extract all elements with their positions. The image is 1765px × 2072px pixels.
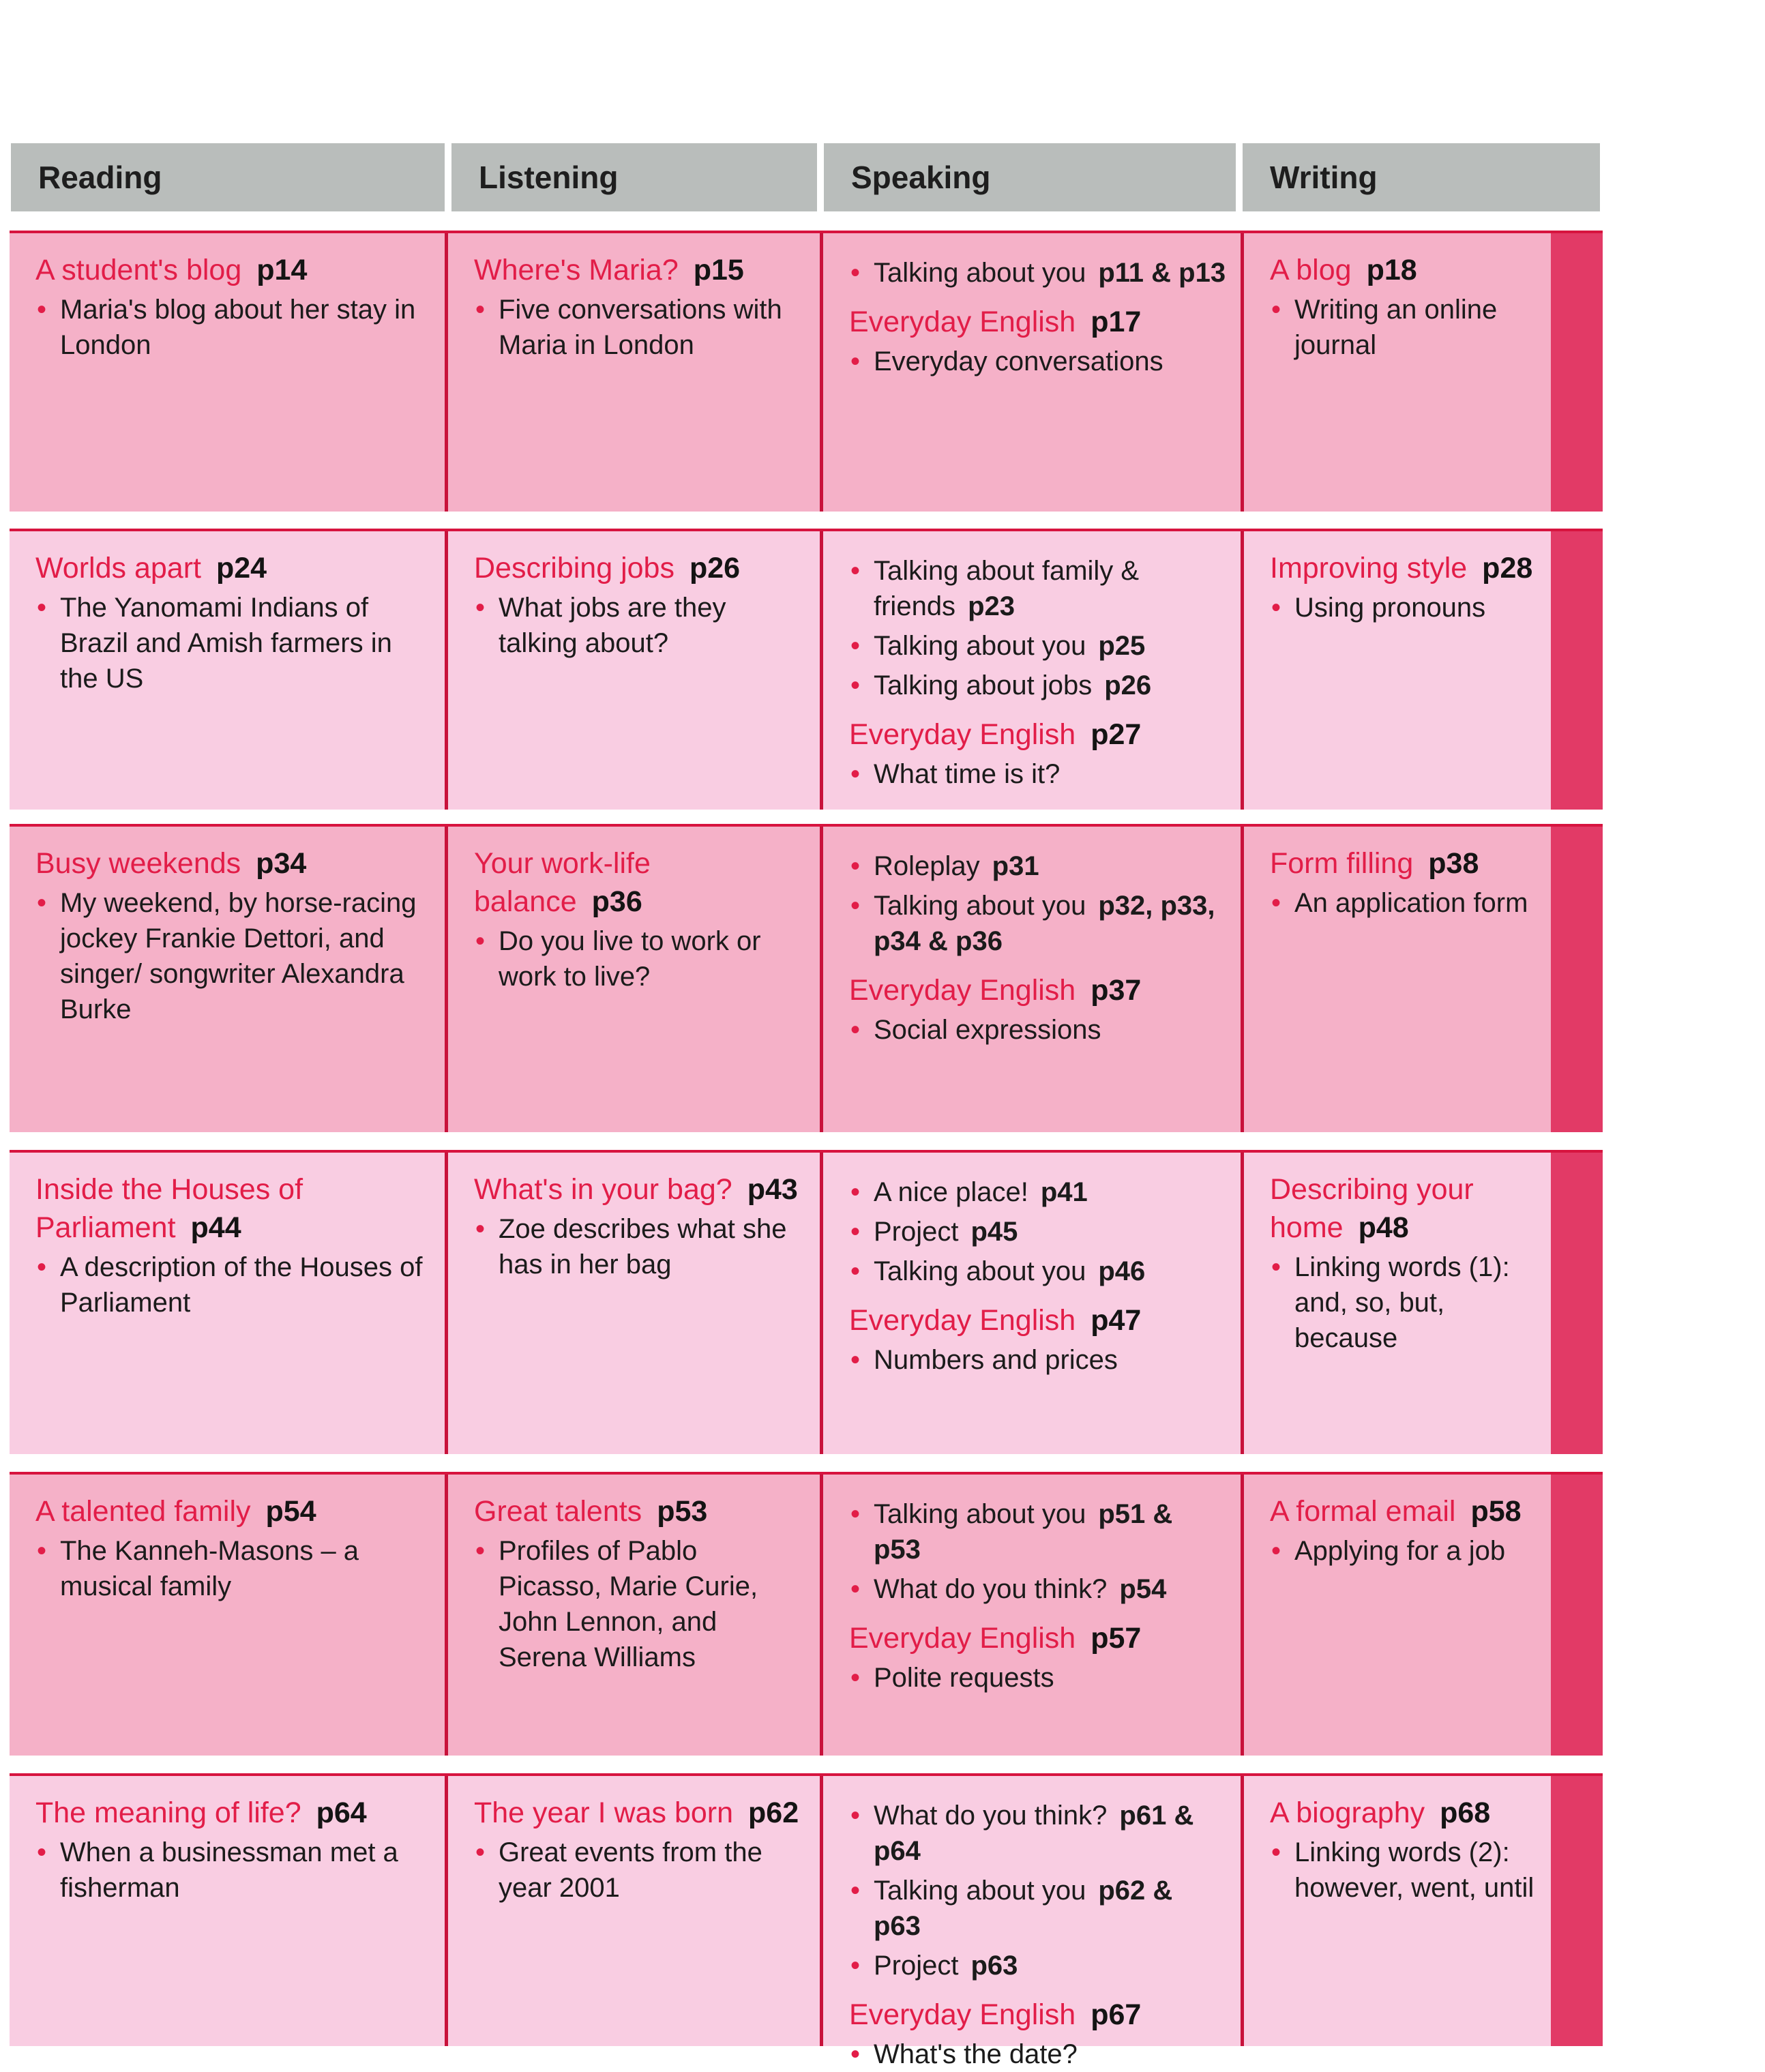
- page-ref: p24: [216, 552, 267, 584]
- everyday-english-title: [849, 1619, 1227, 1657]
- listening-title: [474, 844, 806, 921]
- listening-cell: [448, 1475, 820, 1756]
- reading-cell: [10, 531, 445, 810]
- writing-item: • Applying for a job: [1270, 1533, 1537, 1569]
- listening-cell: [448, 531, 820, 810]
- everyday-english-item: • Everyday conversations: [849, 344, 1227, 379]
- reading-title: [35, 844, 431, 883]
- reading-title: [35, 251, 431, 289]
- page-ref: p14: [256, 254, 308, 286]
- everyday-english-label: Everyday English: [849, 718, 1076, 751]
- writing-title-text: Improving style: [1270, 552, 1468, 584]
- listening-cell: [448, 827, 820, 1132]
- writing-cell: [1244, 1153, 1551, 1454]
- listening-item: • Five conversations with Maria in London: [474, 292, 806, 363]
- listening-title-text: Your work-life balance: [474, 847, 651, 918]
- listening-cell: [448, 233, 820, 512]
- unit-color-stripe: [1551, 1776, 1603, 2046]
- everyday-english-title: [849, 971, 1227, 1009]
- reading-item: • The Kanneh-Masons – a musical family: [35, 1533, 431, 1604]
- page-ref: p46: [1098, 1256, 1146, 1286]
- speaking-item-text: Talking about family & friends: [874, 556, 1140, 621]
- unit-row-4: [10, 1150, 1603, 1454]
- page-ref: p23: [968, 591, 1015, 621]
- page-ref: p63: [970, 1951, 1018, 1981]
- page-ref: p37: [1091, 974, 1142, 1007]
- speaking-item: [849, 628, 1227, 664]
- speaking-cell: [823, 233, 1241, 512]
- page-ref: p62: [748, 1796, 799, 1829]
- listening-title: [474, 251, 806, 289]
- speaking-cell: [823, 1153, 1241, 1454]
- speaking-cell: [823, 1776, 1241, 2069]
- writing-cell: [1244, 531, 1551, 810]
- speaking-item: [849, 1214, 1227, 1249]
- listening-title-text: What's in your bag?: [474, 1173, 732, 1206]
- speaking-item-text: Talking about you: [874, 1256, 1086, 1286]
- speaking-cell: [823, 1475, 1241, 1756]
- unit-color-stripe: [1551, 233, 1603, 512]
- writing-cell: [1244, 1475, 1551, 1756]
- unit-color-stripe: [1551, 827, 1603, 1132]
- page-ref: p53: [657, 1495, 708, 1528]
- listening-cell: [448, 1153, 820, 1454]
- unit-row-6: [10, 1773, 1603, 2069]
- page-ref: p41: [1040, 1177, 1088, 1207]
- listening-title: [474, 549, 806, 587]
- page-ref: p26: [1104, 670, 1152, 700]
- page-ref: p38: [1428, 847, 1479, 880]
- listening-item: • What jobs are they talking about?: [474, 590, 806, 661]
- page-ref: p28: [1482, 552, 1533, 584]
- everyday-english-item: • Social expressions: [849, 1012, 1227, 1048]
- everyday-english-title: [849, 715, 1227, 754]
- writing-cell: [1244, 233, 1551, 512]
- speaking-item-text: Roleplay: [874, 851, 980, 881]
- speaking-item-text: Talking about you: [874, 1876, 1086, 1906]
- listening-title-text: Great talents: [474, 1495, 642, 1528]
- writing-title: [1270, 1492, 1537, 1530]
- writing-item: • Using pronouns: [1270, 590, 1537, 625]
- speaking-item: [849, 553, 1227, 624]
- page-ref: p68: [1440, 1796, 1491, 1829]
- everyday-english-title: [849, 1996, 1227, 2034]
- speaking-item-text: Talking about you: [874, 1499, 1086, 1529]
- page-ref: p34: [256, 847, 307, 880]
- reading-title-text: Inside the Houses of Parliament: [35, 1173, 303, 1244]
- header-listening: Listening: [451, 143, 817, 211]
- page-ref: p11 & p13: [1098, 258, 1226, 288]
- page-ref: p44: [190, 1211, 241, 1244]
- speaking-item: [849, 888, 1227, 959]
- everyday-english-label: Everyday English: [849, 974, 1076, 1007]
- everyday-english-title: [849, 303, 1227, 341]
- speaking-item-text: Talking about you: [874, 631, 1086, 661]
- everyday-english-item: • What time is it?: [849, 756, 1227, 792]
- reading-cell: [10, 1153, 445, 1454]
- writing-title-text: A formal email: [1270, 1495, 1456, 1528]
- writing-title-text: Form filling: [1270, 847, 1414, 880]
- page-ref: p26: [689, 552, 741, 584]
- everyday-english-label: Everyday English: [849, 1304, 1076, 1337]
- speaking-item: [849, 668, 1227, 703]
- unit-color-stripe: [1551, 531, 1603, 810]
- everyday-english-item: • What's the date?: [849, 2037, 1227, 2072]
- speaking-item: [849, 848, 1227, 884]
- speaking-cell: [823, 827, 1241, 1132]
- writing-title: [1270, 844, 1537, 883]
- speaking-item: [849, 1798, 1227, 1869]
- header-writing: Writing: [1243, 143, 1600, 211]
- page-ref: p64: [316, 1796, 367, 1829]
- everyday-english-label: Everyday English: [849, 1622, 1076, 1655]
- page-ref: p43: [747, 1173, 798, 1206]
- unit-row-3: [10, 824, 1603, 1132]
- page-ref: p47: [1091, 1304, 1142, 1337]
- page-ref: p67: [1091, 1998, 1142, 2031]
- speaking-item: [849, 1254, 1227, 1289]
- everyday-english-item: • Polite requests: [849, 1660, 1227, 1696]
- writing-title-text: Describing your home: [1270, 1173, 1474, 1244]
- page-ref: p54: [265, 1495, 316, 1528]
- writing-item: • An application form: [1270, 885, 1537, 921]
- speaking-item-text: Talking about you: [874, 891, 1086, 921]
- writing-title: [1270, 549, 1537, 587]
- unit-row-5: [10, 1472, 1603, 1756]
- page-ref: p25: [1098, 631, 1146, 661]
- reading-title-text: A student's blog: [35, 254, 242, 286]
- speaking-item-text: Talking about you: [874, 258, 1086, 288]
- speaking-item-text: Project: [874, 1951, 959, 1981]
- page-ref: p51 & p53: [874, 1499, 1173, 1565]
- page-ref: p61 & p64: [874, 1801, 1194, 1866]
- speaking-item: [849, 1174, 1227, 1210]
- page-ref: p18: [1366, 254, 1417, 286]
- page-ref: p57: [1091, 1622, 1142, 1655]
- writing-item: • Writing an online journal: [1270, 292, 1537, 363]
- speaking-item-text: A nice place!: [874, 1177, 1028, 1207]
- reading-cell: [10, 1776, 445, 2046]
- column-header-row: [11, 143, 1590, 211]
- listening-title: [474, 1170, 806, 1209]
- reading-item: • Maria's blog about her stay in London: [35, 292, 431, 363]
- page-ref: p32, p33, p34 & p36: [874, 891, 1215, 956]
- header-reading: Reading: [11, 143, 445, 211]
- page-ref: p54: [1119, 1574, 1167, 1604]
- unit-color-stripe: [1551, 1153, 1603, 1454]
- speaking-item-text: Project: [874, 1217, 959, 1247]
- unit-color-stripe: [1551, 1475, 1603, 1756]
- reading-title-text: Busy weekends: [35, 847, 241, 880]
- writing-title: [1270, 1794, 1537, 1832]
- reading-item: • My weekend, by horse-racing jockey Frankie Dettori, and singer/ songwriter Alexandra Burke: [35, 885, 431, 1027]
- speaking-item: [849, 255, 1227, 291]
- page-ref: p36: [591, 885, 642, 918]
- page-ref: p27: [1091, 718, 1142, 751]
- reading-item: • The Yanomami Indians of Brazil and Amish farmers in the US: [35, 590, 431, 696]
- everyday-english-label: Everyday English: [849, 1998, 1076, 2031]
- page-ref: p62 & p63: [874, 1876, 1173, 1941]
- writing-item: • Linking words (1): and, so, but, because: [1270, 1249, 1537, 1356]
- reading-title: [35, 1794, 431, 1832]
- page-ref: p45: [970, 1217, 1018, 1247]
- speaking-item: [849, 1496, 1227, 1567]
- writing-cell: [1244, 827, 1551, 1132]
- listening-item: • Great events from the year 2001: [474, 1835, 806, 1906]
- speaking-item-text: What do you think?: [874, 1574, 1108, 1604]
- page-ref: p31: [992, 851, 1039, 881]
- writing-title-text: A biography: [1270, 1796, 1425, 1829]
- reading-title: [35, 1170, 431, 1247]
- page-ref: p15: [693, 254, 744, 286]
- listening-item: • Profiles of Pablo Picasso, Marie Curie, John Lennon, and Serena Williams: [474, 1533, 806, 1675]
- reading-title: [35, 1492, 431, 1530]
- reading-cell: [10, 1475, 445, 1756]
- listening-title-text: Describing jobs: [474, 552, 674, 584]
- listening-title: [474, 1794, 806, 1832]
- listening-title: [474, 1492, 806, 1530]
- reading-title-text: Worlds apart: [35, 552, 201, 584]
- everyday-english-title: [849, 1301, 1227, 1340]
- unit-row-2: [10, 529, 1603, 810]
- reading-item: • A description of the Houses of Parliament: [35, 1249, 431, 1320]
- reading-title-text: The meaning of life?: [35, 1796, 301, 1829]
- page-ref: p17: [1091, 306, 1142, 338]
- speaking-item: [849, 1948, 1227, 1983]
- speaking-item: [849, 1873, 1227, 1944]
- writing-title-text: A blog: [1270, 254, 1352, 286]
- writing-title: [1270, 1170, 1537, 1247]
- unit-row-1: [10, 231, 1603, 512]
- speaking-cell: [823, 531, 1241, 810]
- page-ref: p58: [1470, 1495, 1522, 1528]
- reading-cell: [10, 233, 445, 512]
- listening-cell: [448, 1776, 820, 2046]
- listening-title-text: Where's Maria?: [474, 254, 679, 286]
- listening-item: • Do you live to work or work to live?: [474, 923, 806, 994]
- speaking-item-text: Talking about jobs: [874, 670, 1093, 700]
- header-speaking: Speaking: [824, 143, 1236, 211]
- speaking-item: [849, 1571, 1227, 1607]
- everyday-english-item: • Numbers and prices: [849, 1342, 1227, 1378]
- writing-item: • Linking words (2): however, went, until: [1270, 1835, 1537, 1906]
- writing-title: [1270, 251, 1537, 289]
- writing-cell: [1244, 1776, 1551, 2046]
- reading-item: • When a businessman met a fisherman: [35, 1835, 431, 1906]
- reading-cell: [10, 827, 445, 1132]
- reading-title: [35, 549, 431, 587]
- page-ref: p48: [1358, 1211, 1409, 1244]
- everyday-english-label: Everyday English: [849, 306, 1076, 338]
- listening-item: • Zoe describes what she has in her bag: [474, 1211, 806, 1282]
- reading-title-text: A talented family: [35, 1495, 251, 1528]
- speaking-item-text: What do you think?: [874, 1801, 1108, 1831]
- listening-title-text: The year I was born: [474, 1796, 734, 1829]
